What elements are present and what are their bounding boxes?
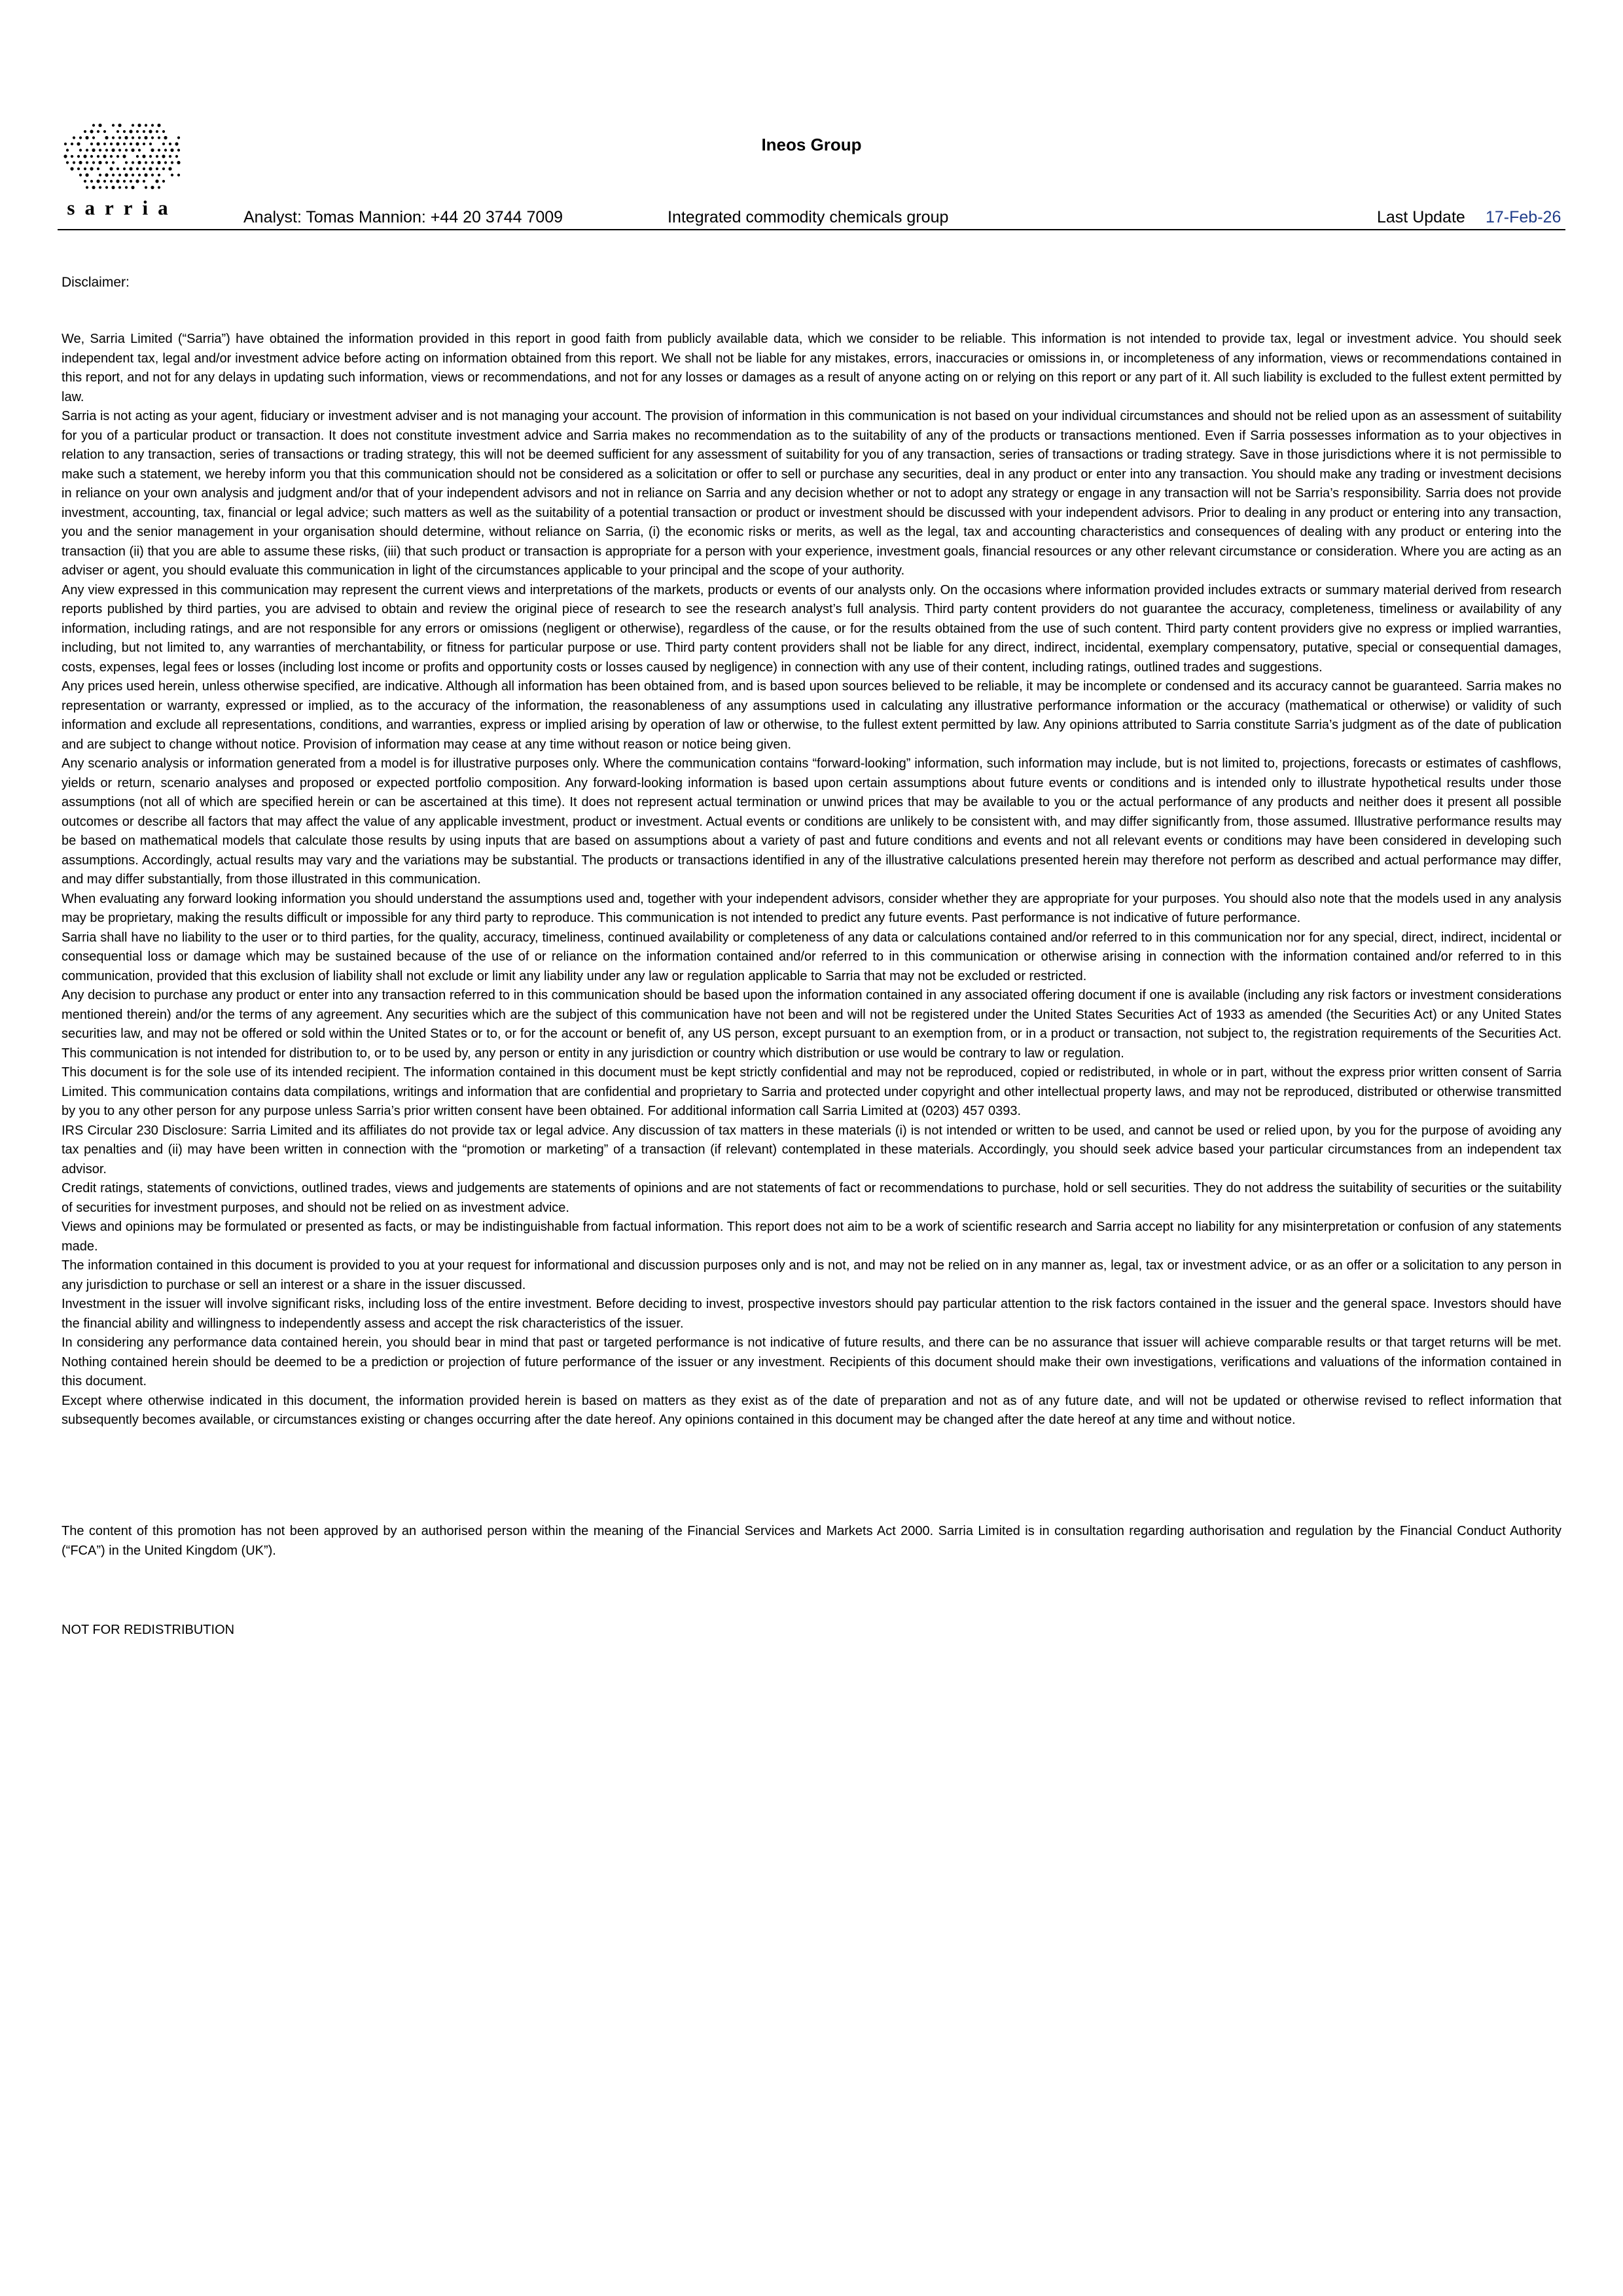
- logo-dot: [125, 186, 128, 188]
- logo-dot: [84, 168, 86, 170]
- logo-dot: [96, 179, 99, 183]
- disclaimer-paragraph: This document is for the sole use of its intended recipient. The information contained in this document must be kept strictly confidential and may not be reproduced, copied or redistributed, in whole or in part, without the express prior written consent of Sarria Limited. This communication contains data compilations, writings and information that are confidential and proprietary to Sarria and protected under copyright and other intellectual property laws, and may not be reproduced, distributed or otherwise transmitted by you to any other person for any purpose unless Sarria’s prior written consent have been obtained. For additional information call Sarria Limited at (0203) 457 0393.: [62, 1065, 1561, 1118]
- logo-dot: [145, 124, 147, 126]
- logo-dot: [92, 161, 95, 164]
- logo-dot: [71, 155, 73, 158]
- fca-statement: The content of this promotion has not been approved by an authorised person within the meaning of the Financial Services and Markets Act 2000. Sarria Limited is in consultation regarding authorisation and regulation by the Financial Conduct Authority (“FCA”) in the United Kingdom (UK”).: [62, 1524, 1561, 1558]
- logo-dot: [129, 167, 132, 170]
- logo-dot: [66, 161, 69, 164]
- logo-dot: [63, 154, 67, 158]
- logo-dot: [138, 173, 141, 176]
- logo-dot: [162, 180, 165, 183]
- logo-dot: [86, 186, 88, 188]
- logo-dot: [175, 155, 178, 158]
- disclaimer-paragraph: The information contained in this document is provided to you at your request for informational and discussion purposes only and is not, and may not be relied on in any manner as, legal, tax or investment advice, or as an offer or a solicitation to any person in any jurisdiction to purchase or sell an interest or a share in the issuer discussed.: [62, 1258, 1561, 1292]
- disclaimer-paragraph: Any scenario analysis or information generated from a model is for illustrative purposes only. Where the communication contains “forward-looking” information, such information may include, but is not limited to, projections, forecasts or estimates of cashflows, yields or return, scenario analyses and proposed or expected portfolio composition. Any forward-looking information is based upon certain assumptions about future events or conditions and is intended only to illustrate hypothetical results under those assumptions (not all of which are specified herein or can be ascertained at this time). It does not represent actual termination or unwind prices that may be available to you or the actual performance of any products and neither does it present all possible outcomes or describe all factors that may affect the value of any applicable investment, product or investment. Actual events or conditions are unlikely to be consistent with, and may differ significantly from, those assumed. Illustrative performance results may be based on mathematical models that calculate those results by using inputs that are based on assumptions about a variety of past and future conditions and events and not all relevant events or conditions may have been considered in developing such assumptions. Accordingly, actual results may vary and the variations may be substantial. The products or transactions identified in any of the illustrative calculations presented herein may therefore not perform as described and actual performance may differ, and may differ substantially, from those illustrated in this communication.: [62, 756, 1561, 887]
- logo-dot: [110, 155, 113, 158]
- disclaimer-body: [62, 330, 1561, 1430]
- logo-dot: [143, 130, 145, 133]
- logo-dot: [162, 154, 165, 158]
- disclaimer-paragraph: Sarria shall have no liability to the user or to third parties, for the quality, accuracy, timeliness, continued availability or completeness of any data or calculations contained and/or referred to in this communication nor for any special, direct, indirect, incidental or consequential loss or damage which may be sustained because of the use of or reliance on the information contained and/or referred to in this communication or otherwise arising in connection with the information contained and/or referred to in this communication, provided that this exclusion of liability shall not exclude or limit any liability under any law or regulation applicable to Sarria that may not be excluded or restricted.: [62, 930, 1561, 983]
- header-divider: [58, 229, 1565, 230]
- logo-dot: [99, 186, 101, 188]
- logo-dot: [112, 173, 115, 176]
- logo-dot: [90, 130, 93, 133]
- logo-dot: [171, 161, 173, 164]
- logo-dot: [149, 130, 152, 133]
- company-name: Ineos Group: [761, 135, 862, 154]
- logo-dot: [137, 161, 141, 164]
- logo-dot: [122, 154, 126, 158]
- logo-dot: [77, 155, 80, 158]
- disclaimer-paragraph: Sarria is not acting as your agent, fiduciary or investment adviser and is not managing your account. The provision of information in this communication is not based on your individual circumstances and should not be relied upon as an assessment of suitability for you of a particular product or transaction. It does not constitute investment advice and Sarria makes no recommendation as to the suitability of any of the products or transactions mentioned. Even if Sarria possesses information as to your objectives in relation to any transaction, series of transactions or trading strategy, this will not be deemed sufficient for any assessment of suitability for you of any transaction, series of transactions or trading strategy. Save in those jurisdictions where it is not permissible to make such a statement, we hereby inform you that this communication should not be considered as a solicitation or offer to sell or purchase any securities, deal in any product or enter into any transaction. You should make any trading or investment decisions in reliance on your own analysis and judgment and/or that of your independent advisors and not in reliance on Sarria and any decision whether or not to adopt any strategy or engage in any transaction will not be Sarria’s responsibility. Sarria does not provide investment, accounting, tax, financial or legal advice; such matters as well as the suitability of a potential transaction or product or investment should be discussed with your independent advisors. Prior to dealing in any product or entering into any transaction, you and the senior management in your organisation should determine, without reliance on Sarria, (i) the economic risks or merits, as well as the legal, tax and accounting characteristics and consequences of dealing with any product or entering into the transaction (ii) that you are able to assume these risks, (iii) that such product or transaction is appropriate for a person with your experience, investment goals, financial resources or any other relevant circumstance or consideration. Where you are acting as an adviser or agent, you should evaluate this communication in light of the circumstances applicable to your principal and the scope of your authority.: [62, 409, 1561, 578]
- logo-dot: [112, 161, 115, 164]
- logo-dot: [97, 168, 99, 170]
- logo-dot: [70, 167, 73, 170]
- logo-dot: [105, 173, 108, 177]
- logo-dot: [143, 168, 145, 170]
- logo-dot: [103, 180, 106, 183]
- disclaimer-paragraph: IRS Circular 230 Disclosure: Sarria Limited and its affiliates do not provide tax or legal advice. Any discussion of tax matters in these materials (i) is not intended or written to be used, and cannot be used or relied upon, by you for the purpose of avoiding any tax penalties and (ii) may have been written in connection with the “promotion or marketing” of a transaction (if relevant) contemplated in these materials. Accordingly, you should seek advice based your particular circumstances from an independent tax advisor.: [62, 1123, 1561, 1176]
- logo-dot: [116, 168, 119, 170]
- disclaimer-paragraph: Except where otherwise indicated in this document, the information provided herein is based on matters as they exist as of the date of preparation and not as of any future date, and will not be updated or otherwise revised to reflect information that subsequently becomes available, or circumstances existing or changes occurring after the date hereof. Any opinions contained in this document may be changed after the date hereof at any time and without notice.: [62, 1393, 1561, 1427]
- logo-dot: [112, 124, 115, 126]
- logo-dot: [137, 124, 141, 127]
- logo-dot: [116, 130, 119, 133]
- last-update-label: Last Update: [1377, 208, 1465, 226]
- logo-wordmark: sarria: [67, 196, 178, 219]
- logo-dot: [156, 168, 158, 170]
- logo-dot: [156, 130, 158, 133]
- logo-dot: [86, 161, 88, 164]
- logo-dot: [85, 173, 88, 177]
- logo-dot: [135, 179, 139, 183]
- logo-dot: [123, 180, 126, 183]
- disclaimer-paragraph: Any decision to purchase any product or enter into any transaction referred to in this communication should be based upon the information contained in any associated offering document if one is available (including any risk factors or investment considerations mentioned therein) and/or the terms of any agreement. Any securities which are the subject of this communication have not been and will not be registered under the United States Securities Act of 1933 as amended (the Securities Act) or any United States securities law, and may not be offered or sold within the United States or to, or for the account or benefit of, any US person, except pursuant to an exemption from, or in a product or transaction, not subject to, the registration requirements of the Securities Act. This communication is not intended for distribution to, or to be used by, any person or entity in any jurisdiction or country which distribution or use would be contrary to law or regulation.: [62, 988, 1561, 1061]
- logo-dot: [116, 179, 119, 183]
- logo-dot: [92, 186, 95, 189]
- logo-dot: [97, 155, 99, 158]
- logo-dot: [109, 167, 113, 170]
- logo-dot: [97, 130, 99, 133]
- disclaimer-heading: Disclaimer:: [62, 275, 130, 290]
- disclaimer-paragraph: When evaluating any forward looking information you should understand the assumptions used and, together with your independent advisors, consider whether they are appropriate for your purposes. You should also note that the models used in any analysis may be proprietary, making the results difficult or impossible for any third party to reproduce. This communication is not intended to predict any future events. Past performance is not indicative of future performance.: [62, 891, 1561, 925]
- logo-dot: [98, 124, 101, 127]
- logo-dot: [125, 161, 128, 164]
- logo-dot: [105, 186, 108, 188]
- logo-dot: [136, 155, 139, 158]
- redistribution-notice: NOT FOR REDISTRIBUTION: [62, 1623, 235, 1637]
- logo-dot: [90, 180, 93, 183]
- logo-dot: [149, 167, 152, 170]
- logo-dot: [142, 154, 145, 158]
- logo-dot: [83, 154, 86, 158]
- logo-dot: [118, 173, 121, 176]
- logo-dot: [132, 124, 134, 126]
- logo-dot: [98, 161, 101, 164]
- logo-dot: [79, 161, 82, 164]
- logo-dot: [90, 155, 93, 158]
- logo-dot: [169, 155, 171, 158]
- logo-dot: [145, 186, 147, 188]
- logo-dot: [164, 161, 167, 164]
- logo-dot: [151, 161, 154, 164]
- logo-dot: [157, 161, 160, 164]
- logo-dot: [79, 173, 82, 176]
- logo-dot: [84, 180, 86, 183]
- disclaimer-paragraph: Views and opinions may be formulated or presented as facts, or may be indistinguishable from factual information. This report does not aim to be a work of scientific research and Sarria accept no liability for any misinterpretation or confusion of any statements made.: [62, 1220, 1561, 1254]
- logo-dot: [130, 180, 132, 183]
- logo-dot: [132, 161, 134, 164]
- logo-dot: [77, 168, 80, 170]
- logo-dot: [136, 168, 139, 170]
- logo-dot: [99, 173, 101, 176]
- logo-dot: [110, 180, 113, 183]
- logo-dot-pattern: [63, 124, 180, 189]
- logo-dot: [131, 186, 134, 189]
- logo-dot: [132, 173, 134, 176]
- logo-dot: [124, 173, 128, 177]
- logo-dot: [151, 173, 154, 176]
- logo-dot: [144, 173, 147, 177]
- logo-dot: [129, 130, 132, 133]
- logo-dot: [158, 173, 160, 176]
- logo-dot: [90, 167, 93, 170]
- logo-dot: [143, 180, 145, 183]
- logo-dot: [177, 161, 180, 164]
- disclaimer-paragraph: Credit ratings, statements of convictions, outlined trades, views and judgements are statements of opinions and are not statements of fact or recommendations to purchase, hold or sell securities. They do not address the suitability of securities or the suitability of securities for investment purposes, and should not be relied on as investment advice.: [62, 1181, 1561, 1215]
- logo-dot: [157, 124, 160, 127]
- logo-dot: [156, 155, 158, 158]
- last-update-date: 17-Feb-26: [1486, 208, 1561, 226]
- logo-dot: [103, 154, 106, 158]
- disclaimer-paragraph: Investment in the issuer will involve significant risks, including loss of the entire investment. Before deciding to invest, prospective investors should pay particular attention to the risk factors contained in the issuer and the general space. Investors should have the financial ability and willingness to independently assess and accept the risk characteristics of the issuer.: [62, 1297, 1561, 1331]
- logo-dot: [116, 155, 119, 158]
- disclaimer-paragraph: Any prices used herein, unless otherwise specified, are indicative. Although all information has been obtained from, and is based upon sources believed to be reliable, it may be incomplete or condensed and its accuracy cannot be guaranteed. Sarria makes no representation or warranty, expressed or implied, as to the accuracy of the information, the reasonableness of any assumptions used in calculating any illustrative performance information or the accuracy (mathematical or otherwise) or validity of such information and exclude all representations, conditions, and warranties, express or implied arising by operation of law or otherwise, to the fullest extent permitted by law. Any opinions attributed to Sarria constitute Sarria’s judgment as of the date of publication and are subject to change without notice. Provision of information may cease at any time without reason or notice being given.: [62, 679, 1561, 752]
- logo-dot: [118, 124, 121, 127]
- logo-dot: [136, 130, 139, 133]
- disclaimer-paragraph: Any view expressed in this communication may represent the current views and interpretations of the markets, products or events of our analysts only. On the occasions where information provided includes extracts or summary material derived from research reports published by third parties, you are advised to obtain and review the original piece of research to see the research analyst’s full analysis. Third party content providers do not guarantee the accuracy, completeness, timeliness or availability of any information, including ratings, and are not responsible for any errors or omissions (negligent or otherwise), regardless of the cause, or for the results obtained from the use of such content. Third party content providers give no express or implied warranties, including, but not limited to, any warranties of merchantability, or fitness for particular purpose or use. Third party content providers shall not be liable for any direct, indirect, incidental, exemplary compensatory, putative, special or consequential damages, costs, expenses, legal fees or losses (including lost income or profits and opportunity costs or losses caused by negligence) in connection with any use of their content, including ratings, outlined trades and suggestions.: [62, 582, 1561, 675]
- logo-dot: [123, 168, 126, 170]
- logo-dot: [105, 161, 108, 164]
- logo-dot: [158, 186, 160, 188]
- logo-dot: [123, 130, 126, 133]
- logo-dot: [84, 130, 86, 133]
- analyst-contact: Analyst: Tomas Mannion: +44 20 3744 7009: [243, 208, 563, 226]
- logo-dot: [149, 155, 152, 158]
- logo-dot: [111, 186, 115, 189]
- logo-dot: [168, 167, 171, 170]
- company-description: Integrated commodity chemicals group: [668, 208, 949, 226]
- logo-dot: [151, 186, 154, 189]
- logo-dot: [151, 124, 154, 126]
- logo-dot: [162, 130, 165, 133]
- disclaimer-paragraph: We, Sarria Limited (“Sarria”) have obtained the information provided in this report in good faith from publicly available data, which we consider to be reliable. This information is not intended to provide tax, legal or investment advice. You should seek independent tax, legal and/or investment advice before acting on information obtained from this report. We shall not be liable for any mistakes, errors, inaccuracies or omissions in, or incompleteness of any information, views or recommendations contained in this report, and not for any delays in updating such information, views or recommendations, and not for any losses or damages as a result of anyone acting on or relying on this report or any part of it. All such liability is excluded to the fullest extent permitted by law.: [62, 332, 1561, 404]
- disclaimer-paragraph: In considering any performance data contained herein, you should bear in mind that past or targeted performance is not indicative of future results, and there can be no assurance that issuer will achieve comparable results or that target returns will be met. Nothing contained herein should be deemed to be a prediction or projection of future performance of the issuer or any investment. Recipients of this document should make their own investigations, verifications and valuations of the information contained in this document.: [62, 1335, 1561, 1388]
- logo-dot: [162, 168, 165, 170]
- logo-dot: [118, 186, 121, 188]
- logo-dot: [171, 173, 173, 176]
- logo-dot: [177, 173, 180, 176]
- logo-dot: [145, 161, 147, 164]
- logo-dot: [92, 124, 95, 126]
- logo-dot: [155, 179, 158, 183]
- logo-dot: [103, 130, 106, 133]
- logo-dot: [73, 161, 75, 164]
